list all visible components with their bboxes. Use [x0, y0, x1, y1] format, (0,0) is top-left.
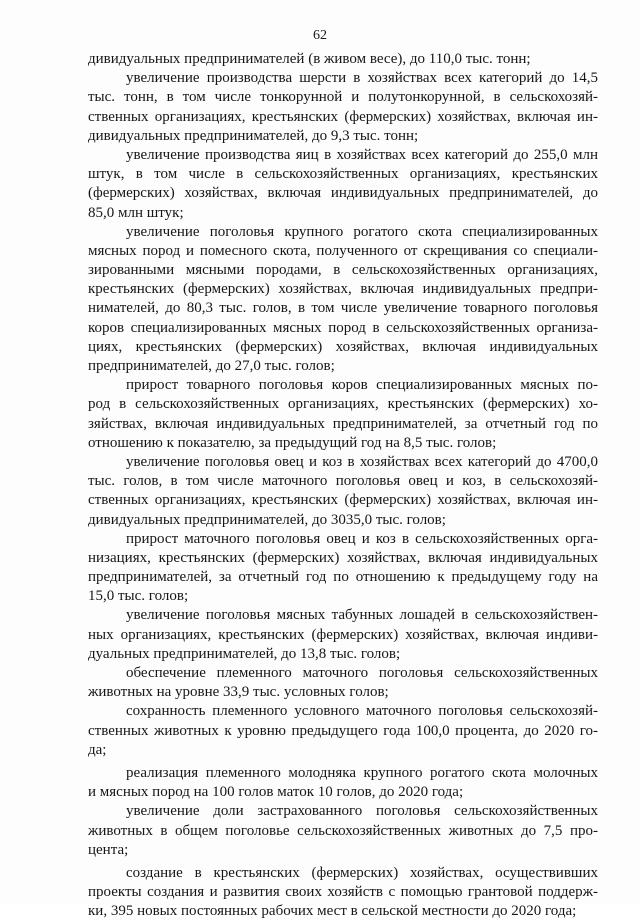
- text-line: коров специализированных мясных пород в сельскохозяйственных организа-: [88, 319, 598, 336]
- text-line: сохранность племенного условного маточного поголовья сельскохозяй-: [126, 703, 598, 720]
- text-line: 85,0 млн штук;: [88, 204, 184, 221]
- text-line: дивидуальных предпринимателей, до 3035,0 тыс. голов;: [88, 511, 446, 528]
- text-line: проекты создания и развития своих хозяйств с помощью грантовой поддерж-: [88, 884, 598, 901]
- text-line: тыс. тонн, в том числе тонкорунной и полутонкорунной, в сельскохозяй-: [88, 89, 598, 106]
- page-number: 62: [313, 28, 327, 43]
- text-line: циях, крестьянских (фермерских) хозяйствах, включая индивидуальных: [88, 338, 598, 355]
- text-line: увеличение производства яиц в хозяйствах всех категорий до 255,0 млн: [126, 146, 598, 163]
- text-line: род в сельскохозяйственных организациях, крестьянских (фермерских) хо-: [88, 396, 598, 413]
- text-line: создание в крестьянских (фермерских) хозяйствах, осуществивших: [126, 864, 598, 881]
- text-line: 15,0 тыс. голов;: [88, 588, 189, 605]
- text-line: животных на уровне 33,9 тыс. условных голов;: [88, 684, 389, 701]
- text-line: прирост товарного поголовья коров специализированных мясных по-: [126, 377, 598, 394]
- text-line: тыс. голов, в том числе маточного поголовья овец и коз, в сельскохозяй-: [88, 473, 598, 490]
- text-line: увеличение поголовья крупного рогатого скота специализированных: [126, 223, 598, 240]
- text-line: увеличение доли застрахованного поголовья сельскохозяйственных: [126, 803, 598, 820]
- text-line: да;: [88, 741, 107, 758]
- text-line: обеспечение племенного маточного поголовья сельскохозяйственных: [126, 665, 598, 681]
- text-line: дуальных предпринимателей, до 13,8 тыс. голов;: [88, 645, 401, 662]
- text-line: крестьянских (фермерских) хозяйствах, включая индивидуальных предпри-: [88, 281, 598, 298]
- text-line: ственных организациях, крестьянских (фермерских) хозяйствах, включая ин-: [88, 492, 598, 509]
- text-line: увеличение производства шерсти в хозяйствах всех категорий до 14,5: [126, 70, 598, 87]
- text-line: и мясных пород на 100 голов маток 10 голов, до 2020 года;: [88, 784, 464, 801]
- text-line: предпринимателей, за отчетный год по отношению к предыдущему году на: [88, 569, 598, 586]
- text-line: дивидуальных предпринимателей (в живом весе), до 110,0 тыс. тонн;: [88, 51, 531, 67]
- text-line: зированными мясными породами, в сельскохозяйственных организациях,: [88, 262, 598, 279]
- text-line: цента;: [88, 841, 129, 858]
- text-line: низациях, крестьянских (фермерских) хозяйствах, включая индивидуальных: [88, 549, 598, 566]
- text-line: отношению к показателю, за предыдущий год на 8,5 тыс. голов;: [88, 434, 497, 451]
- text-line: штук, в том числе в сельскохозяйственных организациях, крестьянских: [88, 166, 598, 183]
- text-line: (фермерских) хозяйствах, включая индивидуальных предпринимателей, до: [88, 185, 598, 202]
- text-line: мясных пород и помесного скота, полученного от скрещивания со специали-: [88, 242, 598, 259]
- text-line: ственных животных к уровню предыдущего года 100,0 процента, до 2020 го-: [88, 722, 598, 739]
- text-line: нимателей, до 80,3 тыс. голов, в том числе увеличение товарного поголовья: [88, 300, 598, 317]
- text-line: прирост маточного поголовья овец и коз в сельскохозяйственных орга-: [126, 530, 598, 547]
- text-line: животных в общем поголовье сельскохозяйственных животных до 7,5 про-: [88, 822, 598, 839]
- text-line: ки, 395 новых постоянных рабочих мест в сельской местности до 2020 года;: [88, 903, 577, 920]
- text-line: ственных организациях, крестьянских (фермерских) хозяйствах, включая ин-: [88, 108, 598, 125]
- text-line: реализация племенного молодняка крупного рогатого скота молочных: [126, 764, 598, 781]
- body-text: [88, 50, 598, 921]
- text-line: увеличение поголовья мясных табунных лошадей в сельскохозяйствен-: [126, 607, 598, 624]
- text-line: увеличение поголовья овец и коз в хозяйствах всех категорий до 4700,0: [126, 453, 598, 470]
- text-line: предпринимателей, до 27,0 тыс. голов;: [88, 358, 335, 374]
- text-line: ных организациях, крестьянских (фермерских) хозяйствах, включая индиви-: [88, 626, 598, 643]
- text-line: дивидуальных предпринимателей, до 9,3 тыс. тонн;: [88, 127, 419, 144]
- text-line: зяйствах, включая индивидуальных предпринимателей, за отчетный год по: [88, 415, 598, 432]
